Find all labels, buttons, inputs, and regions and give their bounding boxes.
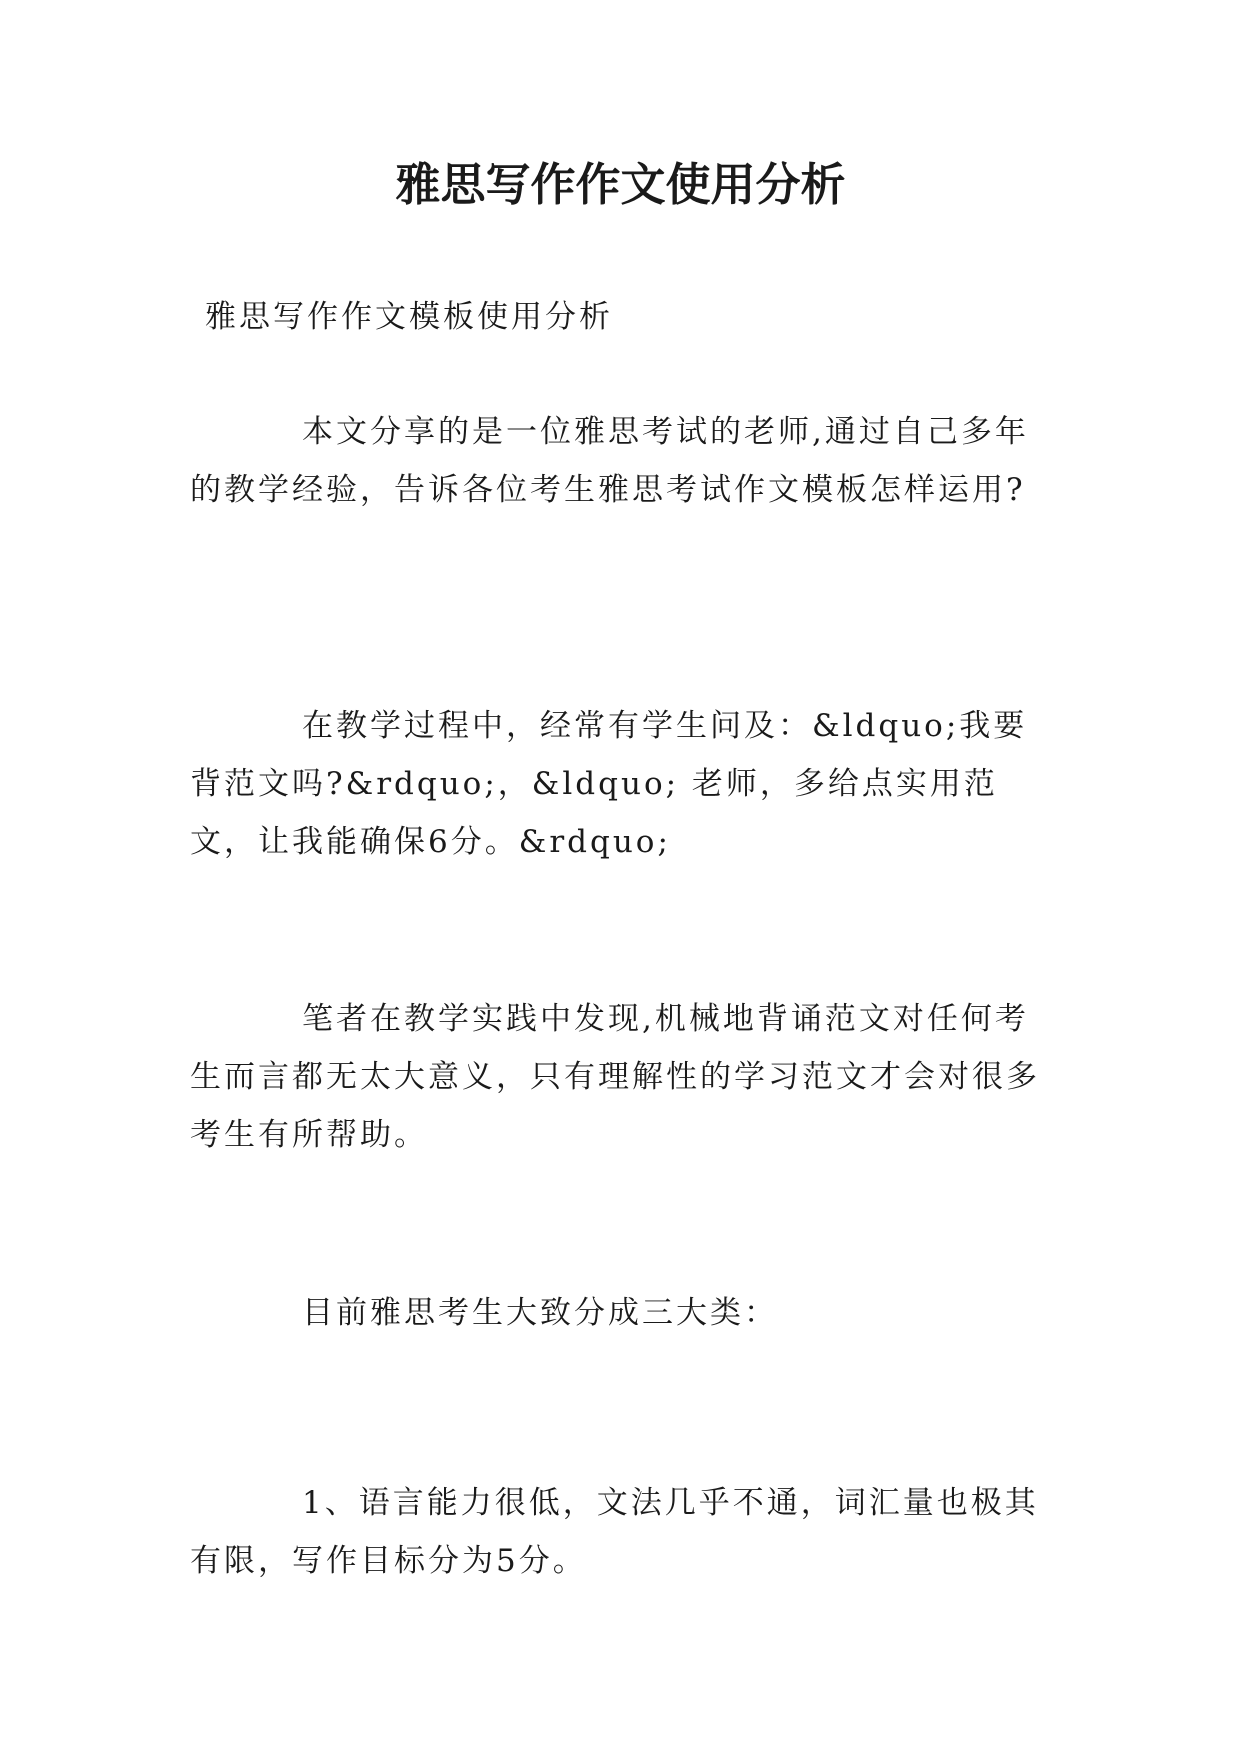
- document-title: 雅思写作作文使用分析: [395, 158, 846, 211]
- paragraph-category-1: 1、语言能力很低，文法几乎不通，词汇量也极其有限，写作目标分为5分。: [190, 1485, 1039, 1579]
- document-subtitle: 雅思写作作文模板使用分析: [205, 299, 613, 335]
- paragraph-student-questions: 在教学过程中，经常有学生问及：&ldquo;我要背范文吗?&rdquo;，&ldquo; 老师，多给点实用范文，让我能确保6分。&rdquo;: [190, 708, 1028, 860]
- paragraph-intro: 本文分享的是一位雅思考试的老师,通过自己多年的教学经验，告诉各位考生雅思考试作文模板怎样运用?: [190, 414, 1029, 508]
- paragraph-categories-intro: 目前雅思考生大致分成三大类：: [302, 1295, 778, 1331]
- paragraph-teaching-practice: 笔者在教学实践中发现,机械地背诵范文对任何考生而言都无太大意义，只有理解性的学习范文才会对很多考生有所帮助。: [190, 1001, 1040, 1153]
